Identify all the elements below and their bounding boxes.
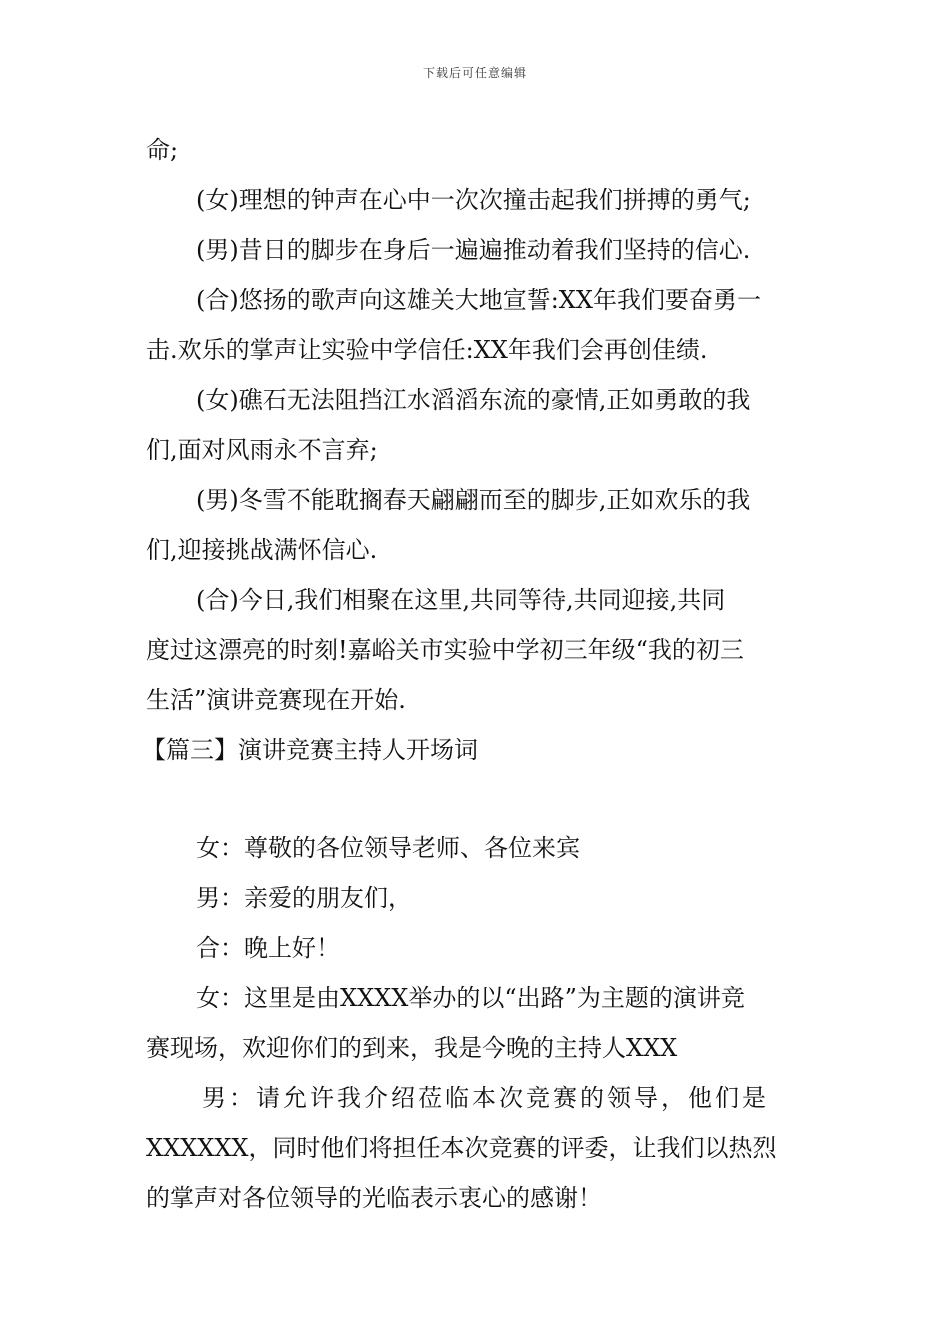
paragraph-line: (女)礁石无法阻挡江水滔滔东流的豪情,正如勇敢的我: [196, 386, 751, 414]
section-heading: 【篇三】演讲竞赛主持人开场词: [142, 736, 478, 764]
paragraph-line: 们,迎接挑战满怀信心.: [146, 536, 378, 564]
dialogue-line: 女：这里是由XXXX举办的以“出路”为主题的演讲竞: [196, 984, 745, 1012]
dialogue-line: 男：亲爱的朋友们，: [196, 884, 412, 912]
paragraph-line: (合)悠扬的歌声向这雄关大地宣誓:XX年我们要奋勇一: [196, 286, 761, 314]
paragraph-line: 生活”演讲竞赛现在开始.: [146, 686, 406, 714]
paragraph-line: 们,面对风雨永不言弃;: [146, 436, 378, 464]
dialogue-line: 女：尊敬的各位领导老师、各位来宾: [196, 834, 580, 862]
paragraph-line: (女)理想的钟声在心中一次次撞击起我们拼搏的勇气;: [196, 186, 751, 214]
paragraph-line: (男)冬雪不能耽搁春天翩翩而至的脚步,正如欢乐的我: [196, 486, 751, 514]
dialogue-line: 的掌声对各位领导的光临表示衷心的感谢！: [146, 1184, 602, 1212]
paragraph-line: 击.欢乐的掌声让实验中学信任:XX年我们会再创佳绩.: [146, 336, 708, 364]
page-header: 下载后可任意编辑: [422, 66, 527, 80]
dialogue-line: 男：请允许我介绍莅临本次竞赛的领导，他们是: [202, 1084, 769, 1112]
dialogue-line: XXXXXX，同时他们将担任本次竞赛的评委，让我们以热烈: [146, 1134, 777, 1162]
paragraph-line: 度过这漂亮的时刻!嘉峪关市实验中学初三年级“我的初三: [146, 636, 744, 664]
paragraph-line: 命;: [146, 136, 179, 164]
dialogue-line: 合：晚上好！: [196, 934, 340, 962]
paragraph-line: (男)昔日的脚步在身后一遍遍推动着我们坚持的信心.: [196, 236, 751, 264]
dialogue-line: 赛现场，欢迎你们的到来，我是今晚的主持人XXX: [146, 1034, 678, 1062]
paragraph-line: (合)今日,我们相聚在这里,共同等待,共同迎接,共同: [196, 586, 726, 614]
